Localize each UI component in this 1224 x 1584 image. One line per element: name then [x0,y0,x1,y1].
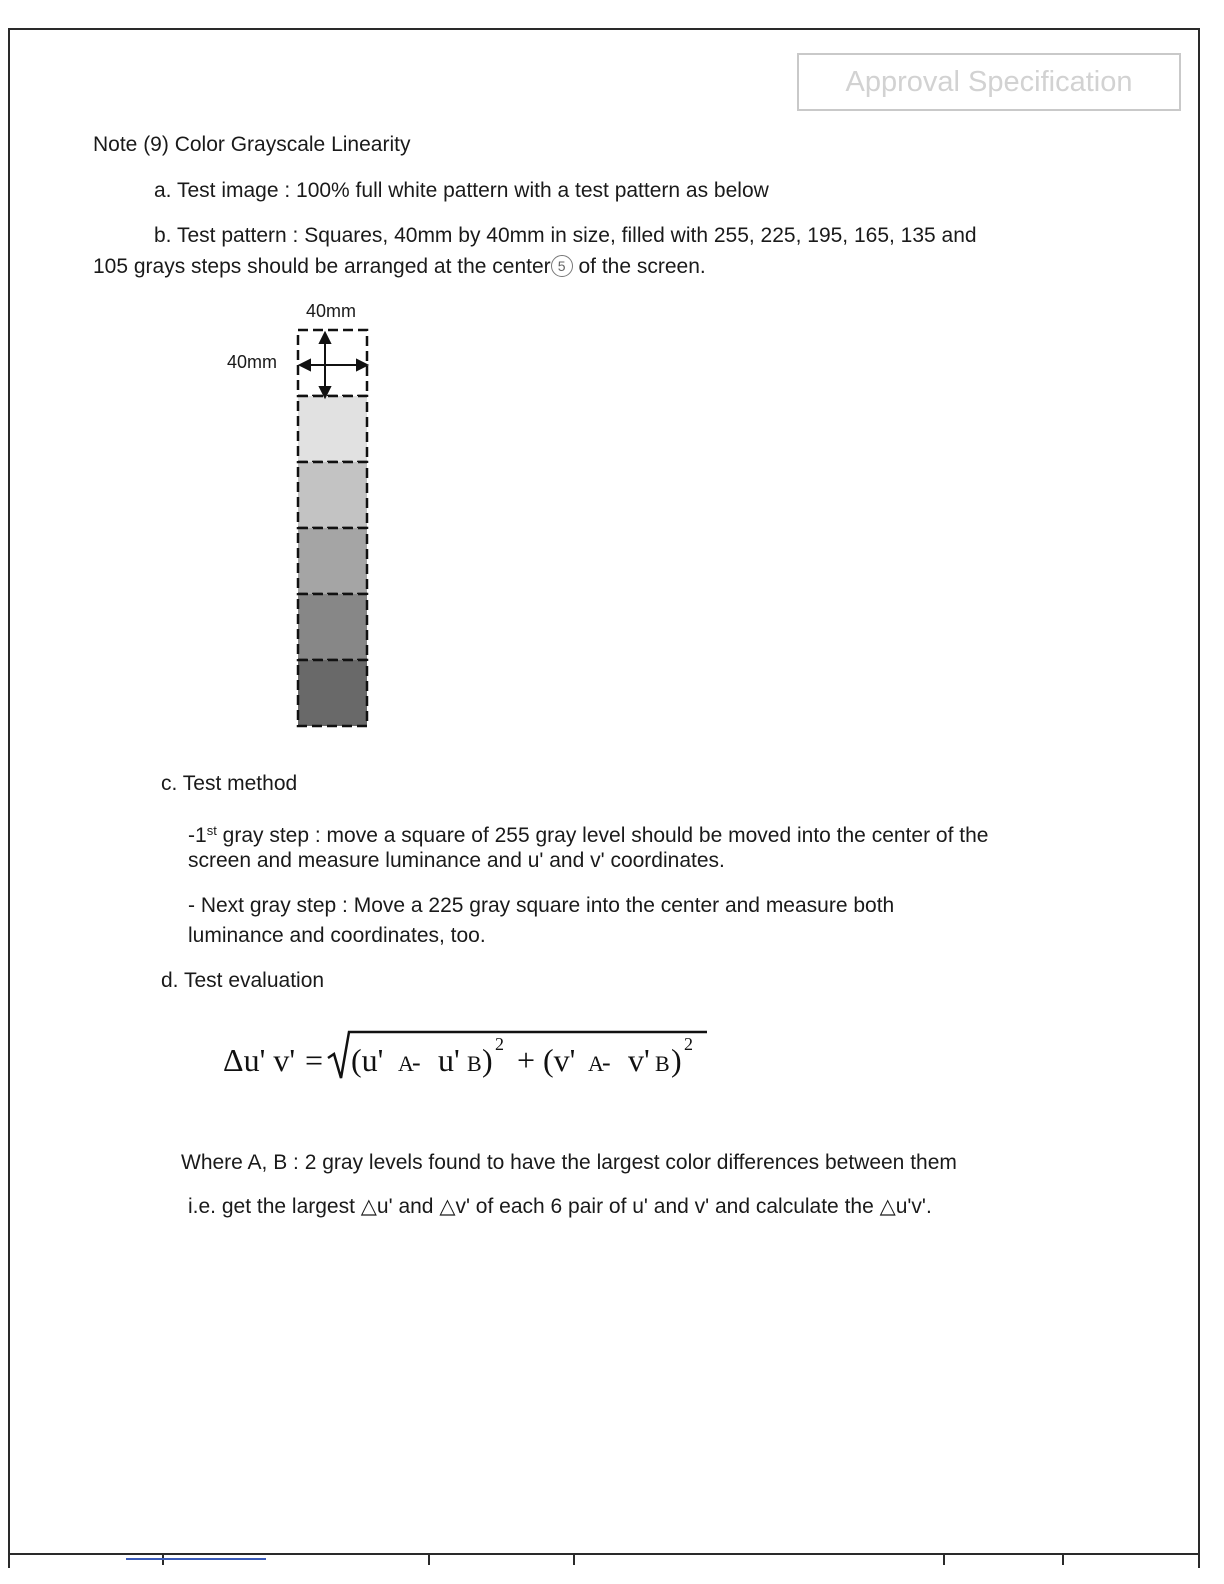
test-pattern-text: 105 grays steps should be arranged at the center [93,255,551,278]
footer-tick [162,1555,164,1565]
formula-square-1: 2 [495,1034,504,1054]
width-label: 40mm [305,301,357,321]
test-method-heading: c. Test method [161,772,298,795]
gray-squares [298,330,367,726]
step1-text: gray step : move a square of 255 gray level should be moved into the center of the [216,824,989,847]
formula-term-vb: v' [628,1042,650,1078]
gray-square-195 [298,462,367,528]
formula-plus: + [517,1042,536,1078]
where-explanation: Where A, B : 2 gray levels found to have the largest color differences between them [181,1151,957,1174]
approval-stamp [797,53,1181,111]
formula-equals: = [305,1042,324,1078]
next-step-line-cont: luminance and coordinates, too. [188,924,486,947]
step1-prefix: -1 [188,824,207,847]
footer-tick [573,1555,575,1565]
gray-square-225 [298,396,367,462]
footer-tick [428,1555,430,1565]
height-label: 40mm [226,352,278,372]
footer-link-underline [126,1558,266,1560]
note-title: Note (9) Color Grayscale Linearity [93,133,411,156]
formula-lhs: Δu' v' [223,1042,296,1078]
gray-square-135 [298,594,367,660]
formula-sub-b: B [467,1051,482,1076]
gray-square-105 [298,660,367,726]
formula-close-2: ) [671,1042,682,1078]
next-step-line: - Next gray step : Move a 225 gray square into the center and measure both [188,894,895,917]
formula-term-va: (v' [543,1042,576,1078]
formula-square-2: 2 [684,1034,693,1054]
bottom-rule [8,1553,1200,1555]
delta-uv-formula [215,1020,735,1100]
first-step-line-cont: screen and measure luminance and u' and v' coordinates. [188,849,725,872]
formula-minus: - [412,1048,421,1077]
circled-number: 5 [551,255,573,277]
gray-square-165 [298,528,367,594]
formula-sub-b2: B [655,1051,670,1076]
test-evaluation-heading: d. Test evaluation [161,969,325,992]
test-pattern-item-cont [93,252,706,282]
formula-term-ub: u' [438,1042,460,1078]
footer-tick [943,1555,945,1565]
gray-step-diagram [210,295,380,745]
formula-minus-2: - [602,1048,611,1077]
approval-label: Approval Specification [845,65,1133,98]
footer-tick [1062,1555,1064,1565]
formula-sub-a: A [398,1051,414,1076]
formula-term-ua: (u' [351,1042,384,1078]
formula-sub-a2: A [588,1051,604,1076]
test-pattern-text-end: of the screen. [572,255,706,278]
test-pattern-item: b. Test pattern : Squares, 40mm by 40mm in size, filled with 255, 225, 195, 165, 135 and [154,224,977,247]
test-image-item: a. Test image : 100% full white pattern with a test pattern as below [154,179,769,202]
step1-superscript: st [206,823,217,838]
formula-close-1: ) [482,1042,493,1078]
where-explanation-cont: i.e. get the largest △u' and △v' of each 6 pair of u' and v' and calculate the △u'v'. [188,1195,932,1218]
